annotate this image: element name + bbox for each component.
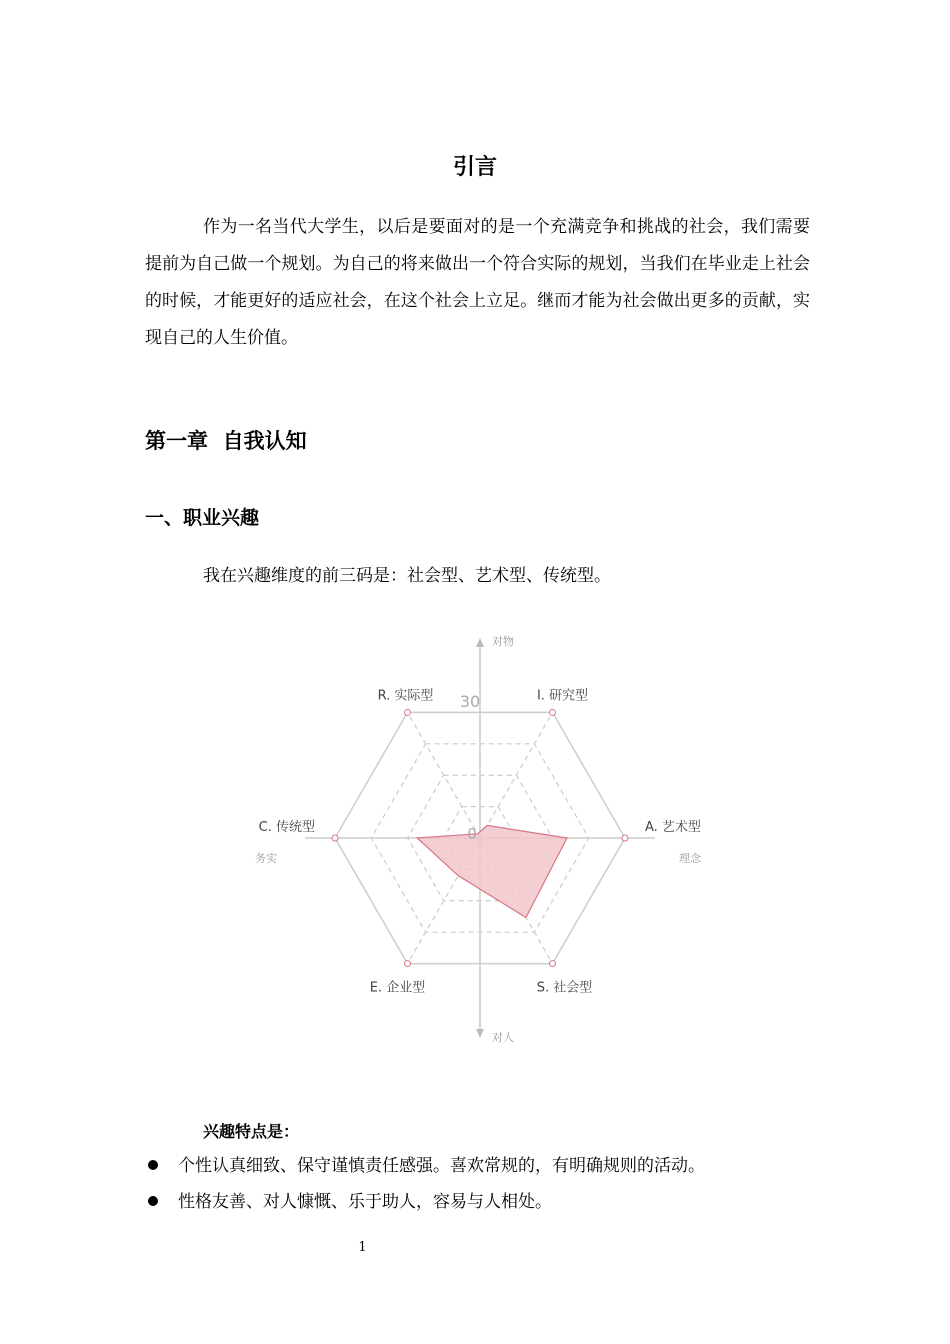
interest-radar-chart xyxy=(235,625,715,1055)
feature-text: 个性认真细致、保守谨慎责任感强。喜欢常规的，有明确规则的活动。 xyxy=(178,1156,705,1176)
page-number: 1 xyxy=(358,1240,367,1255)
tick-label-zero: 0 xyxy=(467,825,477,843)
direction-label-right: 理念 xyxy=(679,852,701,865)
direction-label-bottom: 对人 xyxy=(492,1031,514,1044)
direction-label-left: 务实 xyxy=(255,852,277,865)
interest-summary: 我在兴趣维度的前三码是：社会型、艺术型、传统型。 xyxy=(203,566,611,586)
list-item xyxy=(145,1184,705,1220)
features-list xyxy=(145,1148,705,1220)
section-heading: 一、职业兴趣 xyxy=(145,507,260,529)
vertex-marker-3 xyxy=(622,835,628,841)
axis-label-4: S. 社会型 xyxy=(536,980,593,996)
vertex-marker-6 xyxy=(332,835,338,841)
direction-label-top: 对物 xyxy=(492,635,514,648)
vertex-marker-2 xyxy=(550,709,556,715)
page-title: 引言 xyxy=(452,155,497,180)
features-title: 兴趣特点是： xyxy=(203,1122,300,1141)
axis-label-6: C. 传统型 xyxy=(258,820,315,835)
bullet-icon xyxy=(148,1160,158,1170)
feature-text: 性格友善、对人慷慨、乐于助人，容易与人相处。 xyxy=(178,1192,552,1212)
arrow-up-icon xyxy=(476,638,484,647)
list-item xyxy=(145,1148,705,1184)
tick-label-max: 30 xyxy=(459,692,481,711)
intro-paragraph: 作为一名当代大学生，以后是要面对的是一个充满竞争和挑战的社会，我们需要提前为自己做一个规划。为自己的将来做出一个符合实际的规划，当我们在毕业走上社会的时候，才能更好的适应社会，在这个社会上立足。继而才能为社会做出更多的贡献，实现自己的人生价值。 xyxy=(145,217,810,348)
axis-label-1: R. 实际型 xyxy=(377,688,434,704)
vertex-marker-1 xyxy=(405,709,411,715)
axis-label-2: I. 研究型 xyxy=(536,688,589,704)
vertex-marker-5 xyxy=(405,961,411,967)
vertex-marker-4 xyxy=(550,961,556,967)
axis-label-3: A. 艺术型 xyxy=(645,820,701,835)
data-area xyxy=(417,825,567,917)
bullet-icon xyxy=(148,1196,158,1206)
axis-label-5: E. 企业型 xyxy=(369,980,426,996)
chapter-heading: 第一章 自我认知 xyxy=(145,429,307,453)
arrow-down-icon xyxy=(476,1029,484,1038)
grid-spoke-1 xyxy=(408,712,481,838)
